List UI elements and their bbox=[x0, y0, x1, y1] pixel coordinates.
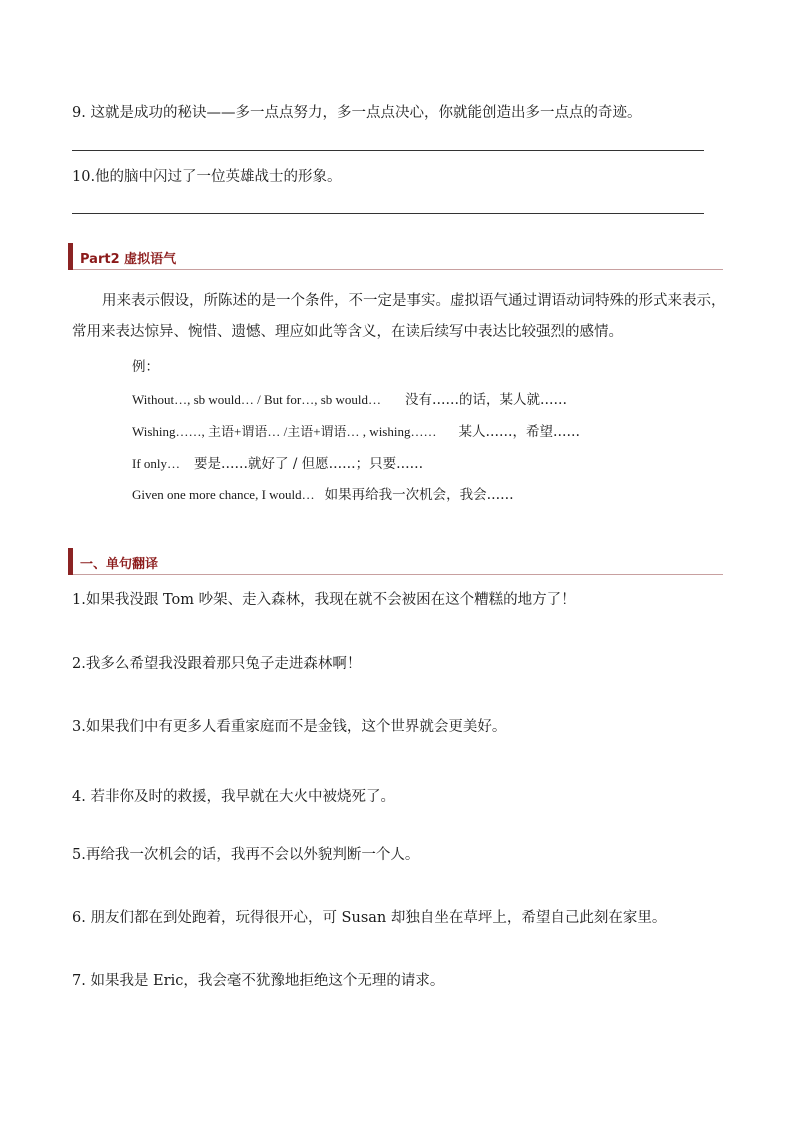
section-heading-translation bbox=[68, 548, 723, 575]
example-english: Given one more chance, I would… bbox=[132, 487, 315, 502]
example-chinese: 如果再给我一次机会，我会…… bbox=[324, 487, 514, 503]
section-title: 一、单句翻译 bbox=[80, 557, 159, 572]
translation-item-5: 5.再给我一次机会的话，我再不会以外貌判断一个人。 bbox=[72, 847, 420, 863]
answer-line bbox=[72, 150, 704, 151]
example-chinese: 某人……，希望…… bbox=[458, 424, 580, 440]
example-row bbox=[132, 420, 580, 440]
section-heading-part2 bbox=[68, 243, 723, 270]
translation-item-4: 4. 若非你及时的救援，我早就在大火中被烧死了。 bbox=[72, 789, 395, 805]
translation-item-1: 1.如果我没跟 Tom 吵架、走入森林，我现在就不会被困在这个糟糕的地方了！ bbox=[72, 592, 576, 608]
example-row bbox=[132, 452, 423, 472]
exercise-item-9: 9. 这就是成功的秘诀——多一点点努力，多一点点决心，你就能创造出多一点点的奇迹。 bbox=[72, 105, 642, 121]
example-english: If only… bbox=[132, 456, 181, 471]
example-row bbox=[132, 483, 514, 503]
example-row bbox=[132, 388, 567, 408]
example-english: Without…, sb would… / But for…, sb would… bbox=[132, 392, 382, 407]
example-chinese: 要是……就好了 / 但愿……；只要…… bbox=[194, 456, 424, 472]
example-english: Wishing……, 主语+谓语… /主语+谓语… , wishing…… bbox=[132, 424, 437, 439]
translation-item-3: 3.如果我们中有更多人看重家庭而不是金钱，这个世界就会更美好。 bbox=[72, 719, 507, 735]
heading-accent-bar bbox=[68, 548, 73, 575]
exercise-item-10: 10.他的脑中闪过了一位英雄战士的形象。 bbox=[72, 169, 342, 185]
answer-line bbox=[72, 213, 704, 214]
part2-description: 用来表示假设，所陈述的是一个条件，不一定是事实。虚拟语气通过谓语动词特殊的形式来表示，常用来表达惊异、惋惜、遗憾、理应如此等含义，在读后续写中表达比较强烈的感情。 bbox=[72, 293, 726, 340]
section-title: Part2 虚拟语气 bbox=[80, 252, 177, 267]
translation-item-2: 2.我多么希望我没跟着那只兔子走进森林啊！ bbox=[72, 656, 362, 672]
translation-item-6: 6. 朋友们都在到处跑着，玩得很开心，可 Susan 却独自坐在草坪上，希望自己此刻在家里。 bbox=[72, 910, 667, 926]
translation-item-7: 7. 如果我是 Eric，我会毫不犹豫地拒绝这个无理的请求。 bbox=[72, 973, 445, 989]
heading-accent-bar bbox=[68, 243, 73, 270]
example-label: 例： bbox=[132, 359, 159, 375]
example-chinese: 没有……的话，某人就…… bbox=[405, 392, 568, 408]
